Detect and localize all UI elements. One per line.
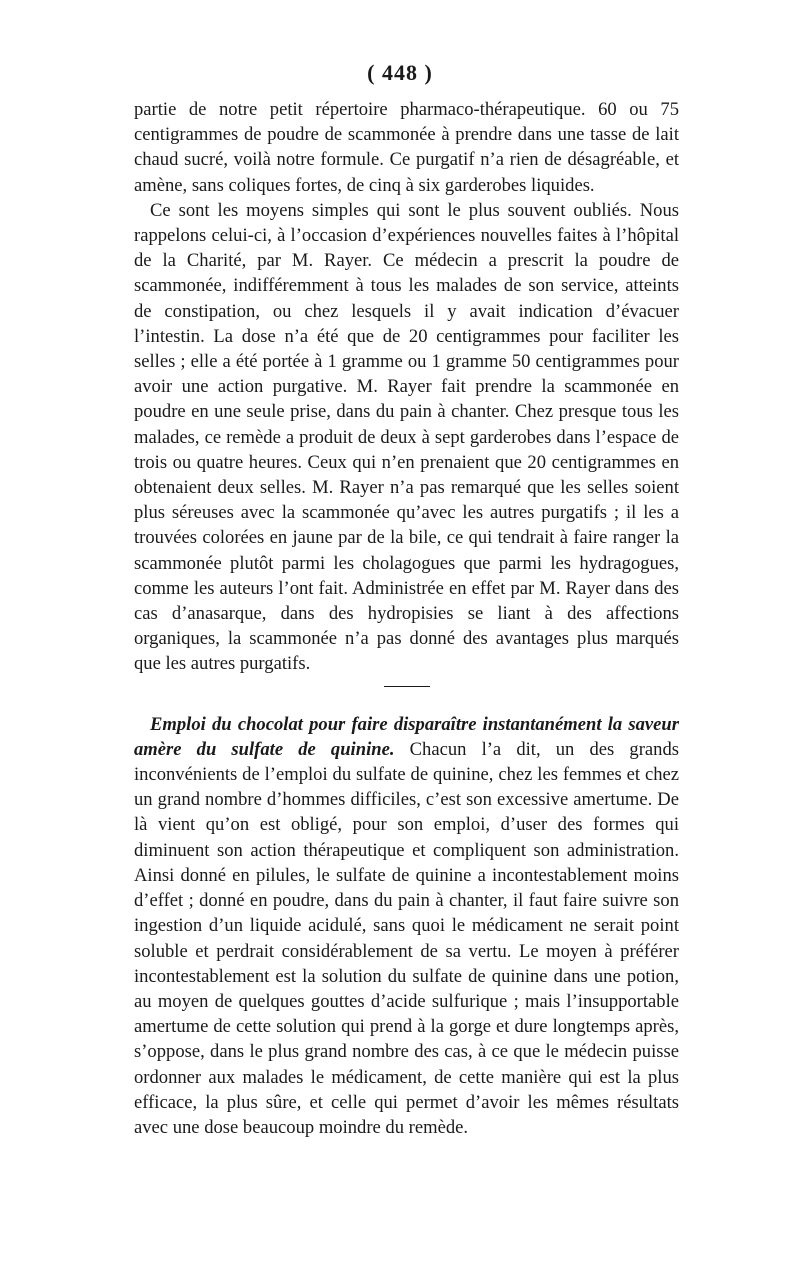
text-column	[134, 97, 679, 1140]
section-body: Chacun l’a dit, un des grands inconvénients de l’emploi du sulfate de quinine, chez les femmes et chez un grand nombre d’hommes difficiles, c’est son excessive amertume. De là vient qu’on est obligé, pour son emploi, d’user des formes qui diminuent son action thérapeutique et compliquent son administration. Ainsi donné en pilules, le sulfate de quinine a incontestablement moins d’effet ; donné en poudre, dans du pain à chanter, il faut faire suivre son ingestion d’un liquide acidulé, sans quoi le médicament ne serait point soluble et perdrait considérablement de sa vertu. Le moyen à préférer incontestablement est la solution du sulfate de quinine dans une potion, au moyen de quelques gouttes d’acide sulfurique ; mais l’insupportable amertume de cette solution qui prend à la gorge et dure longtemps après, s’oppose, dans le plus grand nombre des cas, à ce que le médecin puisse ordonner aux malades le médicament, de cette manière qui est la plus efficace, la plus sûre, et celle qui permet d’avoir les mêmes résultats avec une dose beaucoup moindre du remède.	[134, 738, 679, 1138]
paragraph-scammonee-formula: partie de notre petit répertoire pharmaco-thérapeutique. 60 ou 75 centigrammes de poudre de scammonée à prendre dans une tasse de lait chaud sucré, voilà notre formule. Ce purgatif n’a rien de désagréable, et amène, sans coliques fortes, de cinq à six garderobes liquides.	[134, 99, 679, 196]
paragraph-chocolat-quinine	[134, 712, 679, 1140]
section-divider	[384, 686, 430, 687]
paragraph-rayer-experiments: Ce sont les moyens simples qui sont le plus souvent oubliés. Nous rappelons celui-ci, à l’occasion d’expériences nouvelles faites à l’hôpital de la Charité, par M. Rayer. Ce médecin a prescrit la poudre de scammonée, indifféremment à tous les malades de son service, atteints de constipation, ou chez lesquels il y avait indication d’évacuer l’intestin. La dose n’a été que de 20 centigrammes pour faciliter les selles ; elle a été portée à 1 gramme ou 1 gramme 50 centigrammes pour avoir une action purgative. M. Rayer fait prendre la scammonée en poudre en une seule prise, dans du pain à chanter. Chez presque tous les malades, ce remède a produit de deux à sept garderobes dans l’espace de trois ou quatre heures. Ceux qui n’en prenaient que 20 centigrammes en obtenaient deux selles. M. Rayer n’a pas remarqué que les selles soient plus séreuses avec la scammonée qu’avec les autres purgatifs ; il les a trouvées colorées en jaune par de la bile, ce qui tendrait à faire ranger la scammonée plutôt parmi les cholagogues que parmi les hydragogues, comme les auteurs l’ont fait. Administrée en effet par M. Rayer dans des cas d’anasarque, dans des hydropisies se liant à des affections organiques, la scammonée n’a pas donné des avantages plus marqués que les autres purgatifs.	[134, 199, 679, 675]
page-number: ( 448 )	[367, 60, 433, 85]
section-title: Emploi du chocolat pour faire disparaître instantanément la saveur amère du sulfate de quinine.	[134, 713, 679, 760]
